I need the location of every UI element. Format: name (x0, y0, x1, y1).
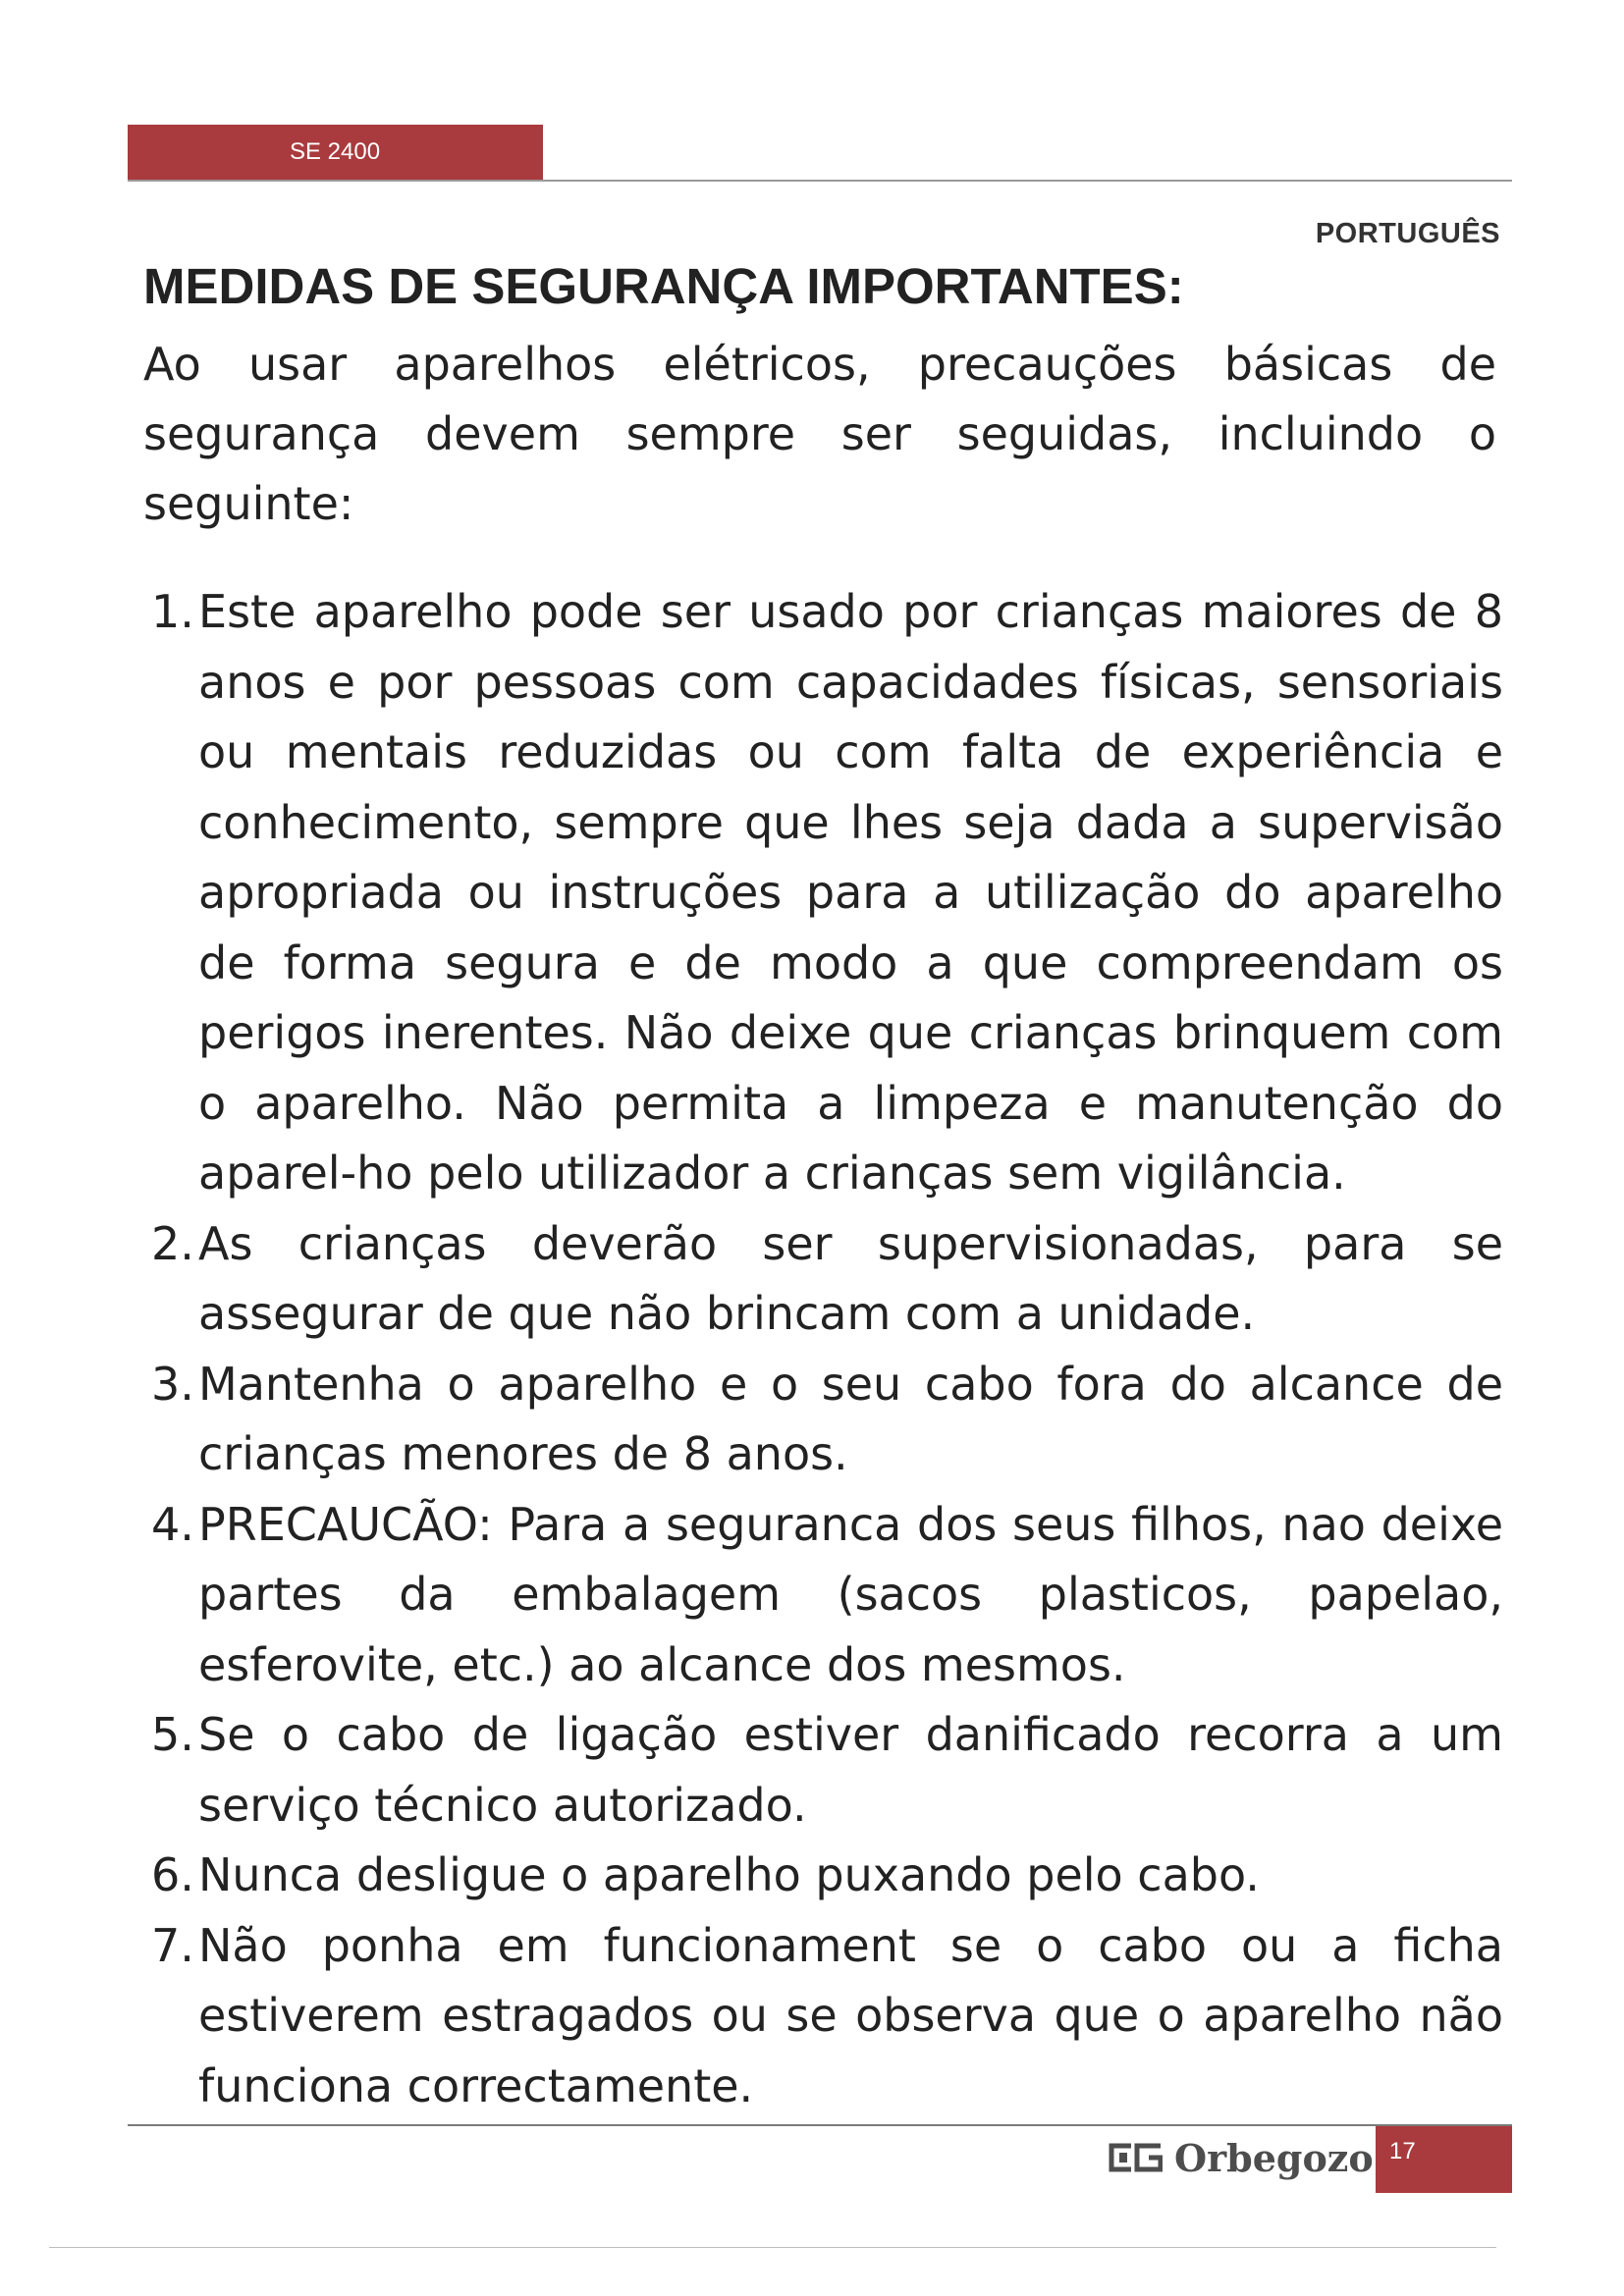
brand-mark-icon (1108, 2143, 1163, 2172)
page-number: 17 (1376, 2126, 1512, 2193)
safety-list (143, 577, 1503, 2121)
item-text: Se o cabo de ligação estiver danificado recorra a um serviço técnico autorizado. (198, 1708, 1503, 1832)
item-text: Este aparelho pode ser usado por crianças maiores de 8 anos e por pessoas com capacidades físicas, sensoriais ou mentais reduzidas ou com falta de experiência e conhecimento, sempre que lhes seja dada a supervisão apropriada ou instruções para a utilização do aparelho de forma segura e de modo a que compreendam os perigos inerentes. Não deixe que crianças brinquem com o aparelho. Não permita a limpeza e manutenção do aparel-ho pelo utilizador a crianças sem vigilância. (198, 585, 1503, 1200)
list-item (143, 1700, 1503, 1841)
list-item (143, 1841, 1503, 1911)
footer-divider (128, 2124, 1512, 2126)
item-text: PRECAUCÃO: Para a seguranca dos seus filhos, nao deixe partes da embalagem (sacos plasticos, papelao, esferovite, etc.) ao alcance dos mesmos. (198, 1497, 1503, 1691)
list-item (143, 1911, 1503, 2122)
bottom-divider (49, 2247, 1496, 2248)
list-item (143, 1209, 1503, 1350)
list-item (143, 1350, 1503, 1490)
brand-logo (1108, 2136, 1374, 2179)
language-label: PORTUGUÊS (1315, 218, 1500, 249)
brand-name: Orbegozo (1174, 2135, 1374, 2180)
list-item (143, 1490, 1503, 1701)
item-number: 2. (151, 1216, 194, 1270)
item-number: 7. (151, 1918, 194, 1972)
list-item (143, 577, 1503, 1209)
item-text: As crianças deverão ser supervisionadas, para se assegurar de que não brincam com a unidade. (198, 1216, 1503, 1340)
item-number: 1. (151, 585, 194, 638)
item-number: 6. (151, 1848, 194, 1901)
item-text: Não ponha em funcionament se o cabo ou a ficha estiverem estragados ou se observa que o aparelho não funciona correctamente. (198, 1918, 1503, 2112)
header-divider (128, 180, 1512, 182)
item-number: 4. (151, 1497, 194, 1551)
item-text: Mantenha o aparelho e o seu cabo fora do alcance de crianças menores de 8 anos. (198, 1357, 1503, 1480)
item-number: 5. (151, 1708, 194, 1761)
page-title: MEDIDAS DE SEGURANÇA IMPORTANTES: (143, 258, 1184, 314)
model-label: SE 2400 (128, 125, 543, 180)
item-number: 3. (151, 1357, 194, 1411)
item-text: Nunca desligue o aparelho puxando pelo cabo. (198, 1848, 1260, 1901)
intro-paragraph: Ao usar aparelhos elétricos, precauções básicas de segurança devem sempre ser seguidas, incluindo o seguinte: (143, 338, 1496, 530)
